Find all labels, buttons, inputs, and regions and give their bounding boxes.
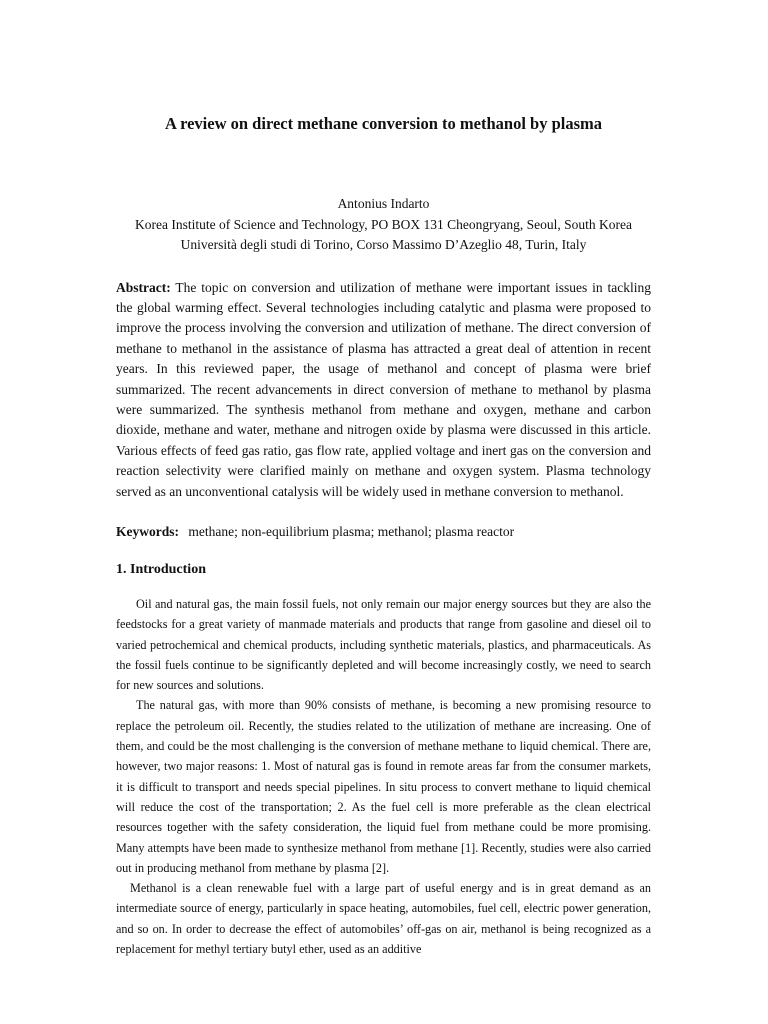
paper-title: A review on direct methane conversion to methanol by plasma	[164, 114, 603, 133]
keywords-label: Keywords:	[116, 523, 179, 539]
author-name: Antonius Indarto	[337, 196, 430, 211]
paragraph: Oil and natural gas, the main fossil fuels, not only remain our major energy sources but they are also the feedstocks for a great variety of manmade materials and products that range from gasoline and diesel oil to varied petrochemical and chemical products, including synthetic materials, plastics, and pharmaceuticals. As the fossil fuels continue to be significantly depleted and will become increasingly costly, we need to search for new sources and solutions.	[116, 596, 651, 693]
affiliation-2: Università degli studi di Torino, Corso Massimo D’Azeglio 48, Turin, Italy	[180, 237, 587, 252]
section-heading-introduction: 1. Introduction	[116, 561, 206, 577]
abstract-text: The topic on conversion and utilization of methane were important issues in tackling the global warming effect. Several technologies including catalytic and plasma were proposed to improve the process involving the conversion and utilization of methane. The direct conversion of methane to methanol in the assistance of plasma has attracted a great deal of attention in recent years. In this reviewed paper, the usage of methanol and concept of plasma were brief summarized. The recent advancements in direct conversion of methane to methanol by plasma were summarized. The synthesis methanol from methane and oxygen, methane and carbon dioxide, methane and water, methane and nitrogen oxide by plasma were discussed in this article. Various effects of feed gas ratio, gas flow rate, applied voltage and inert gas on the conversion and reaction selectivity were clarified mainly on methane and oxygen system. Plasma technology served as an unconventional catalysis will be widely used in methane conversion to methanol.	[116, 279, 651, 499]
paragraph: Methanol is a clean renewable fuel with a large part of useful energy and is in great demand as an intermediate source of energy, particularly in space heating, automobiles, fuel cell, electric power generation, and so on. In order to decrease the effect of automobiles’ off-gas on air, methanol is being recognized as a replacement for methyl tertiary butyl ether, used as an additive	[116, 881, 651, 957]
affiliation-1: Korea Institute of Science and Technology, PO BOX 131 Cheongryang, Seoul, South Korea	[135, 216, 632, 232]
abstract-label: Abstract:	[116, 279, 171, 295]
author-block	[116, 194, 651, 256]
paragraph: The natural gas, with more than 90% consists of methane, is becoming a new promising resource to replace the petroleum oil. Recently, the studies related to the utilization of methane are increasing. One of them, and could be the most challenging is the conversion of methane methane to liquid chemical. There are, however, two major reasons: 1. Most of natural gas is found in remote areas far from the consumer markets, it is difficult to transport and needs special pipelines. In situ process to convert methane to liquid chemical will reduce the cost of the transportation; 2. As the fuel cell is more preferable as the clean electrical resources together with the safety consideration, the liquid fuel from methane could be more promising. Many attempts have been made to synthesize methanol from methane [1]. Recently, studies were also carried out in producing methanol from methane by plasma [2].	[116, 698, 651, 875]
introduction-body	[116, 594, 651, 959]
keywords-text: methane; non-equilibrium plasma; methanol; plasma reactor	[188, 523, 515, 539]
abstract	[116, 278, 651, 502]
keywords	[116, 522, 651, 542]
